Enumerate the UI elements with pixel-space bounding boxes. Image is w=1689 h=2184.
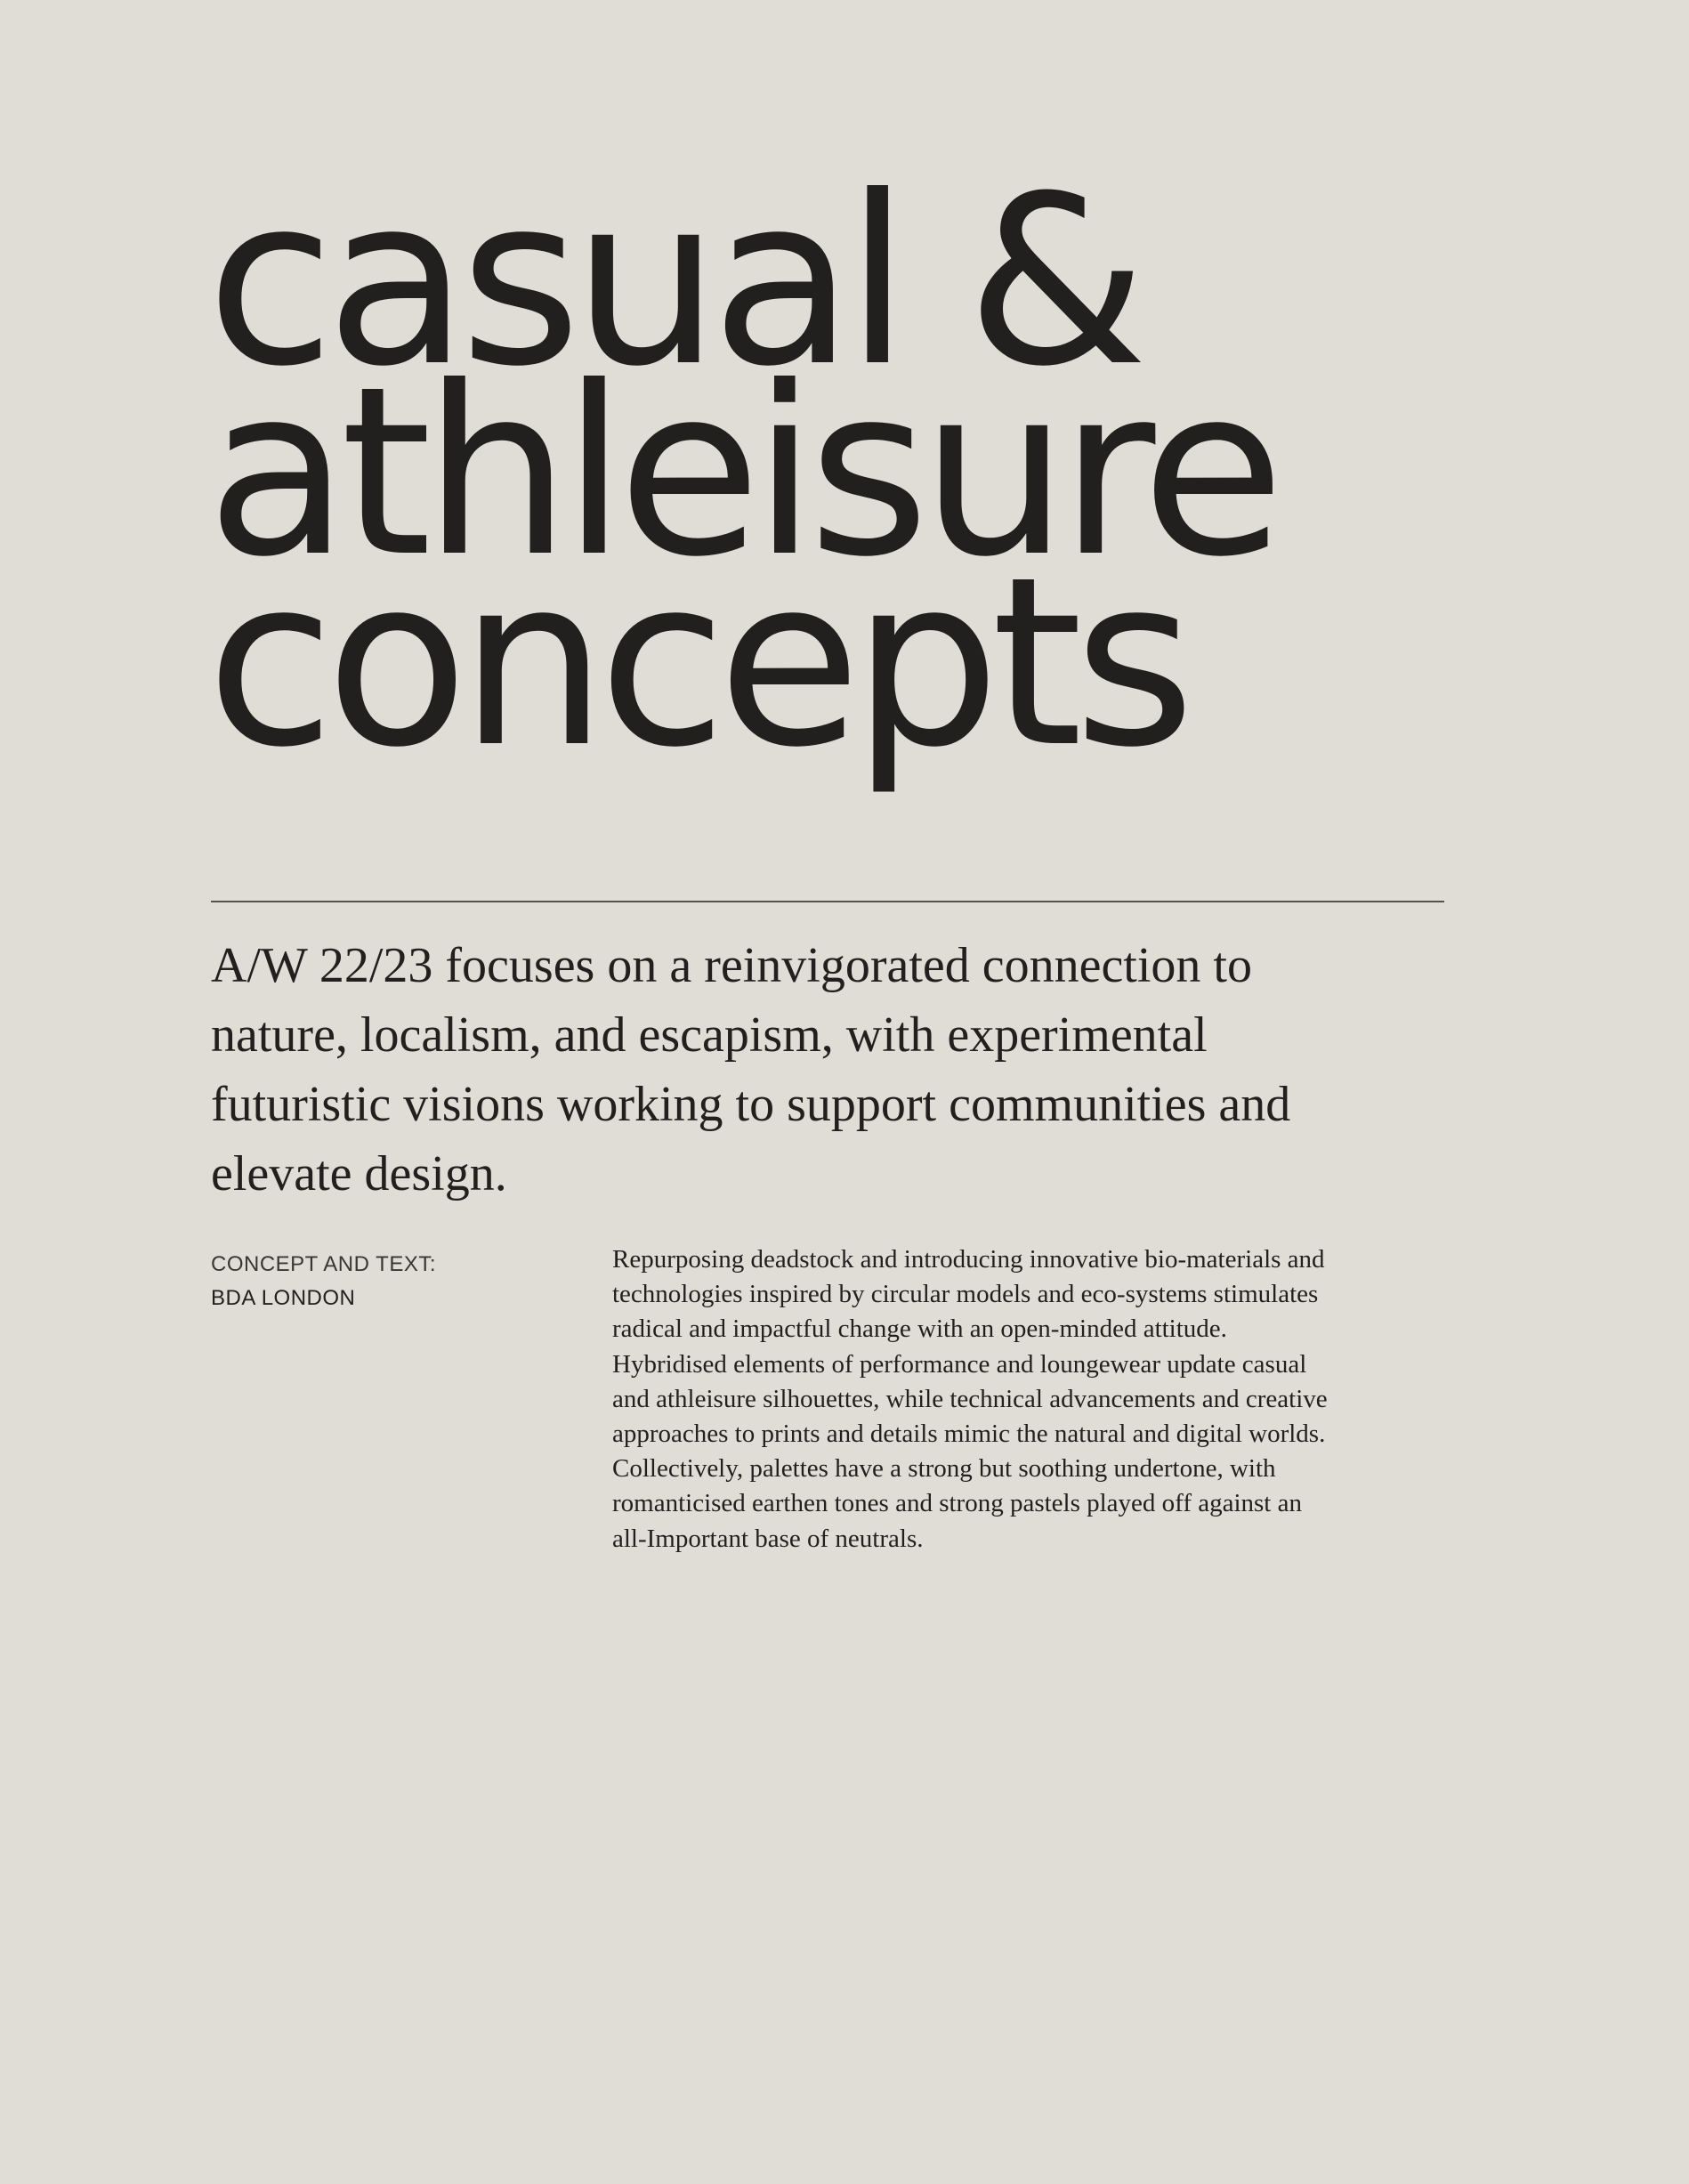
title-line: concepts: [206, 527, 1187, 798]
body-line: radical and impactful change with an open-minded attitude.: [612, 1314, 1227, 1344]
body-line: approaches to prints and details mimic the natural and digital worlds.: [612, 1420, 1326, 1449]
lead-line: futuristic visions working to support communities and: [211, 1077, 1291, 1132]
credit-block: [211, 1248, 436, 1315]
credit-label: CONCEPT AND TEXT:: [211, 1252, 436, 1276]
title-line: casual &: [206, 146, 1140, 417]
body-paragraph: [612, 1242, 1413, 1557]
page-title: [206, 146, 1276, 798]
body-line: romanticised earthen tones and strong pastels played off against an: [612, 1489, 1302, 1518]
lead-line: nature, localism, and escapism, with experimental: [211, 1007, 1208, 1063]
body-line: Repurposing deadstock and introducing innovative bio-materials and: [612, 1245, 1325, 1274]
credit-value: BDA LONDON: [211, 1286, 356, 1310]
lead-line: A/W 22/23 focuses on a reinvigorated connection to: [211, 938, 1252, 993]
body-line: and athleisure silhouettes, while technical advancements and creative: [612, 1384, 1328, 1413]
body-line: technologies inspired by circular models and eco-systems stimulates: [612, 1280, 1319, 1309]
lead-paragraph: [211, 931, 1475, 1209]
body-line: Collectively, palettes have a strong but soothing undertone, with: [612, 1454, 1276, 1484]
title-line: athleisure: [206, 336, 1276, 608]
divider-rule: [211, 901, 1444, 902]
body-line: all-Important base of neutrals.: [612, 1524, 924, 1553]
body-line: Hybridised elements of performance and loungewear update casual: [612, 1349, 1307, 1379]
lead-line: elevate design.: [211, 1146, 507, 1201]
